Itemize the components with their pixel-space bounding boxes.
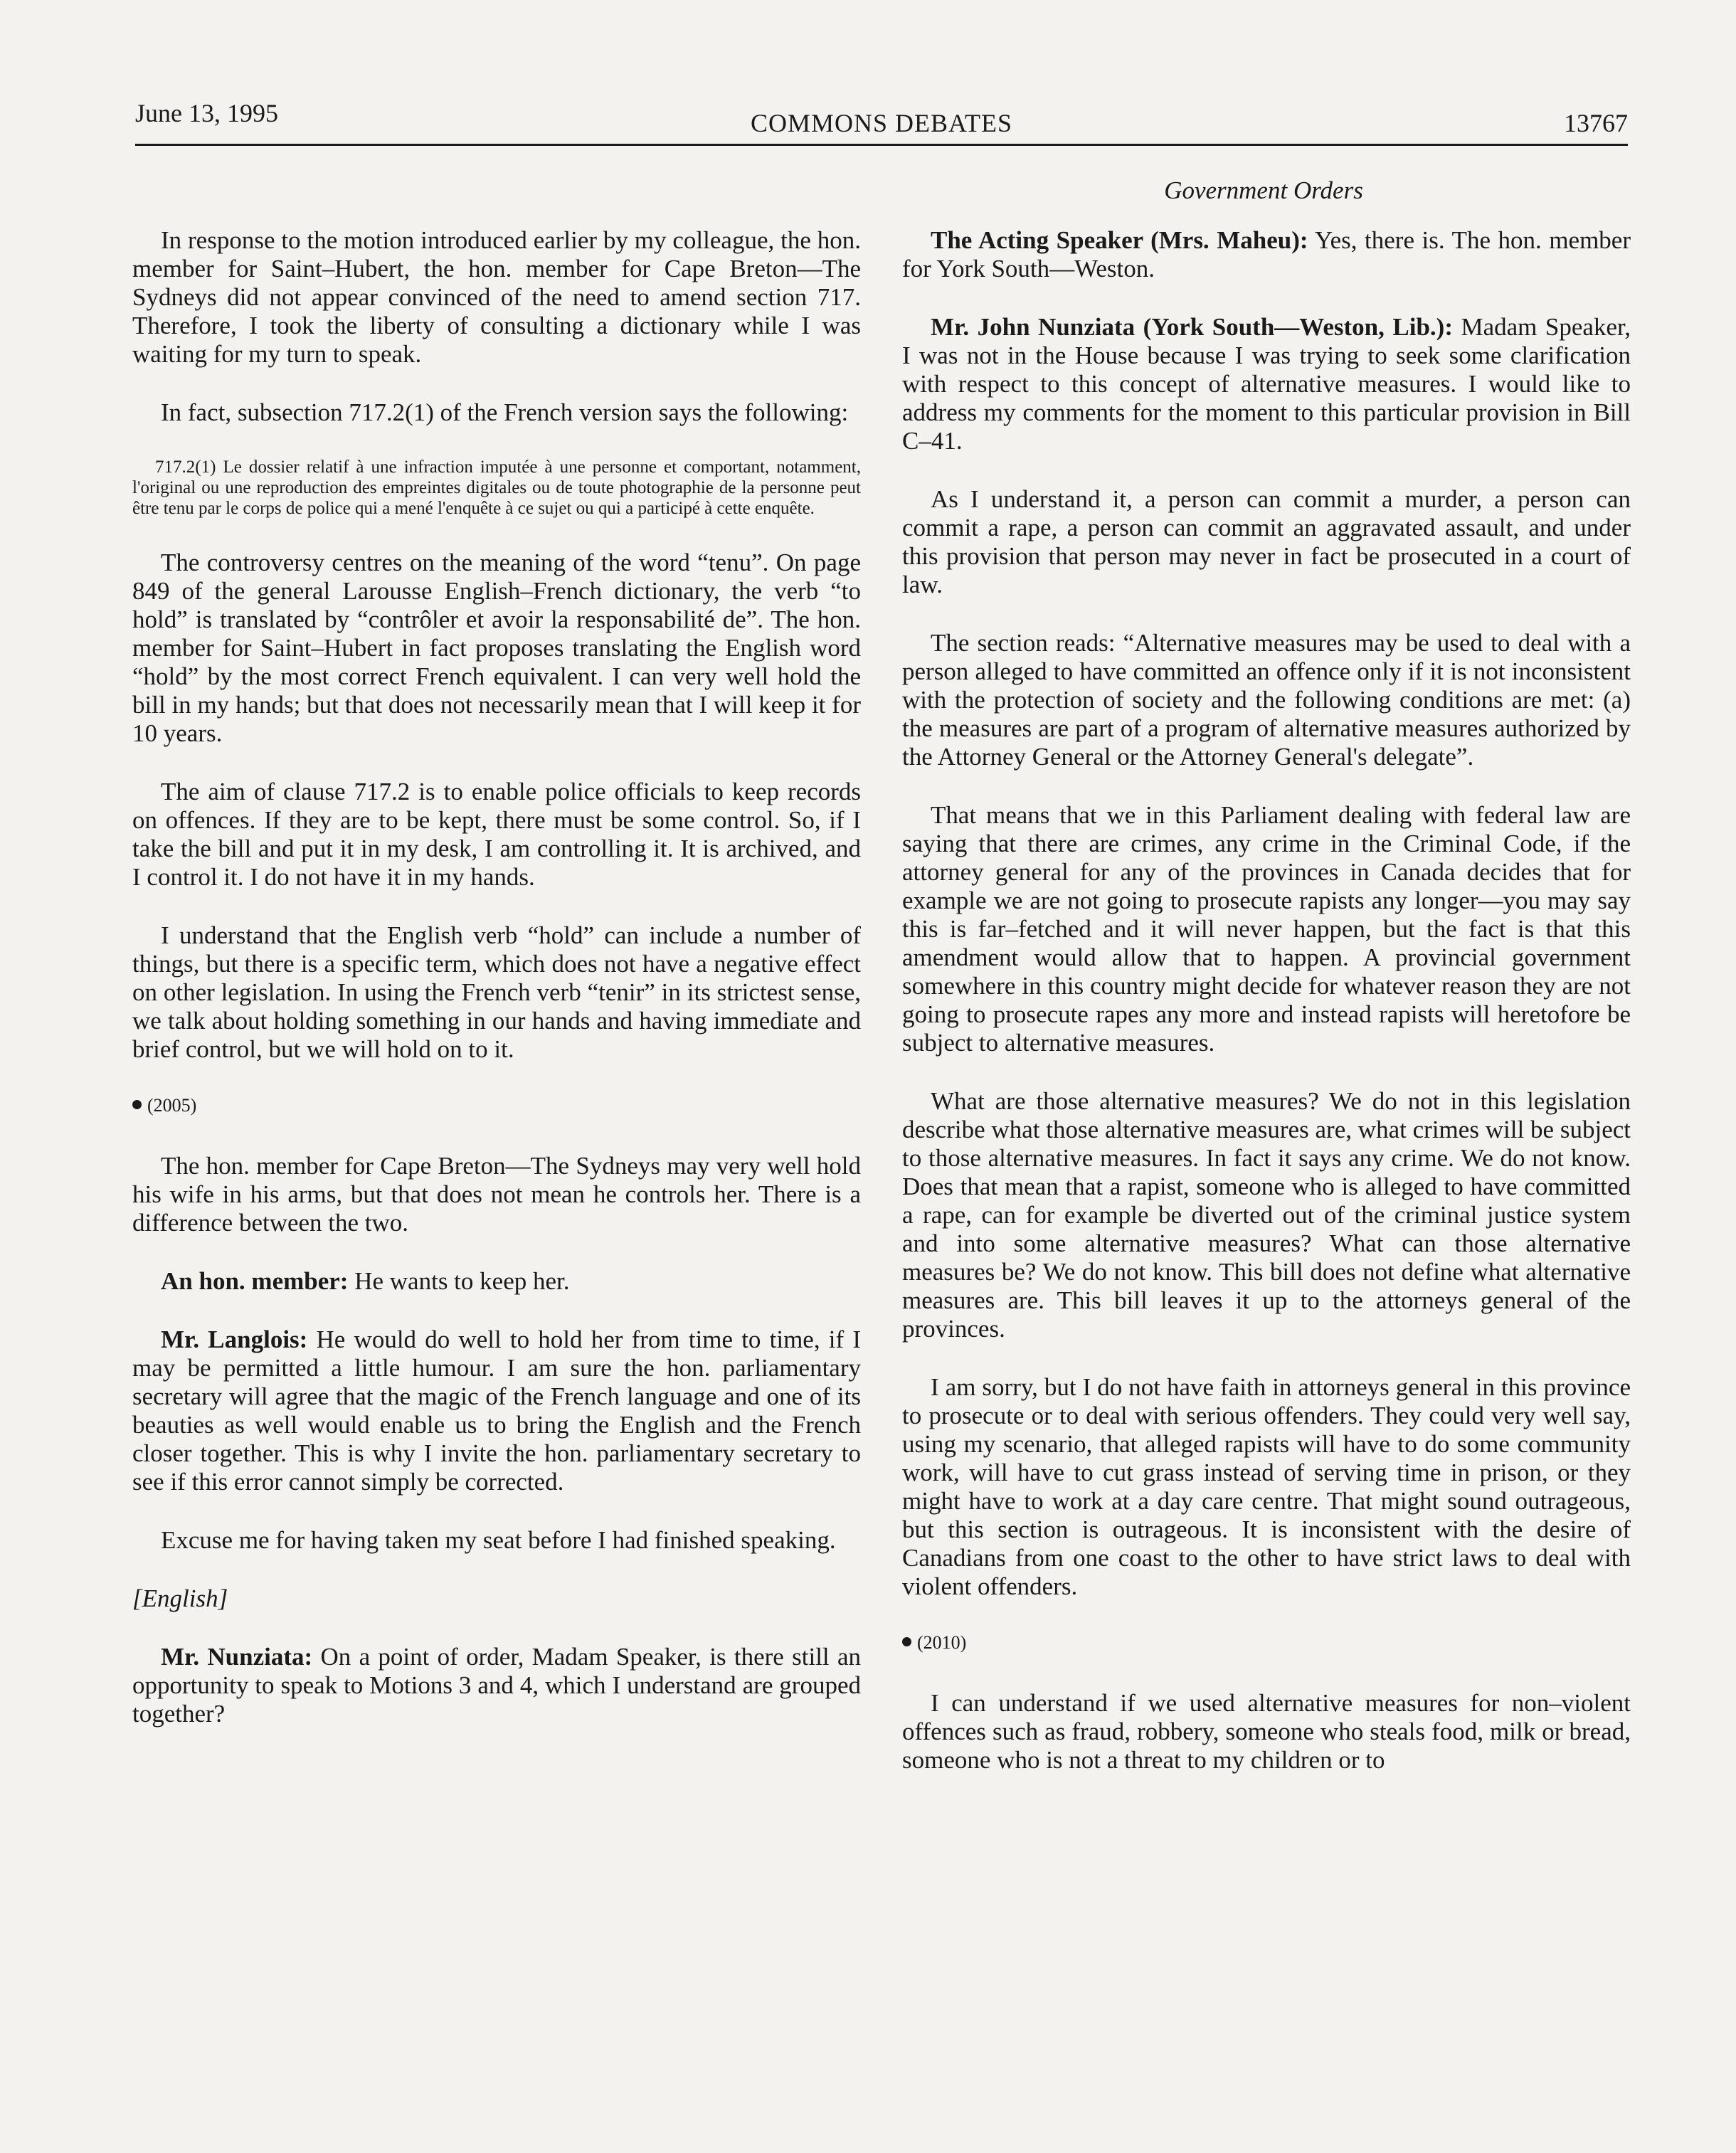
speech-text: Yes, there is. The hon. member for York South—Weston. [902, 226, 1631, 282]
speech-text: He would do well to hold her from time to time, if I may be permitted a little humour. I am sure the hon. parliamentary secretary will agree that the magic of the French language and one of its beauties as well would enable us to bring the English and the French closer together. This is why I invite the hon. parliamentary secretary to see if this error cannot simply be corrected. [132, 1326, 862, 1496]
header-rule [135, 144, 1628, 146]
speaker-name: Mr. Langlois: [161, 1326, 308, 1353]
left-column [132, 226, 861, 1758]
paragraph: The hon. member for Cape Breton—The Sydneys may very well hold his wife in his arms, but that does not mean he controls her. There is a difference between the two. [132, 1152, 861, 1237]
header-page-number: 13767 [1564, 109, 1628, 137]
paragraph: In response to the motion introduced earlier by my colleague, the hon. member for Saint–Hubert, the hon. member for Cape Breton—The Sydneys did not appear convinced of the need to amend section 717. Therefore, I took the liberty of consulting a dictionary while I was waiting for my turn to speak. [132, 226, 861, 368]
paragraph: The section reads: “Alternative measures may be used to deal with a person alleged to have committed an offence only if it is not inconsistent with the protection of society and the following conditions are met: (a) the measures are part of a program of alternative measures authorized by the Attorney General or the Attorney General's delegate”. [902, 629, 1631, 771]
speaker-name: Mr. Nunziata: [161, 1643, 313, 1671]
bullet-icon [132, 1100, 142, 1109]
paragraph: I can understand if we used alternative measures for non–violent offences such as fraud, robbery, someone who steals food, milk or bread, someone who is not a threat to my children or to [902, 1689, 1631, 1774]
speech [132, 1267, 861, 1296]
header-date: June 13, 1995 [135, 99, 278, 127]
section-title: Government Orders [1164, 176, 1363, 204]
paragraph: That means that we in this Parliament dealing with federal law are saying that there are crimes, any crime in the Criminal Code, if the attorney general for any of the provinces in Canada decides that for example we are not going to prosecute rapists any longer—you may say this is far–fetched and it will never happen, but the fact is that this amendment would allow that to happen. A provincial government somewhere in this country might decide for whatever reason they are not going to prosecute rapes any more and instead rapists will heretofore be subject to alternative measures. [902, 801, 1631, 1057]
speech [132, 1326, 861, 1496]
speech-text: He wants to keep her. [348, 1267, 570, 1295]
french-quotation: 717.2(1) Le dossier relatif à une infraction imputée à une personne et comportant, notamment, l'original ou une reproduction des empreintes digitales ou de toute photographie de la personne peut être tenu par le corps de police qui a mené l'enquête à ce sujet ou qui a participé à cette enquête. [132, 457, 861, 518]
speaker-name: An hon. member: [161, 1267, 349, 1295]
speech [902, 226, 1631, 283]
speaker-name: Mr. John Nunziata (York South—Weston, Lib.): [931, 313, 1453, 341]
speaker-name: The Acting Speaker (Mrs. Maheu): [931, 226, 1308, 254]
paragraph: What are those alternative measures? We do not in this legislation describe what those alternative measures are, what crimes will be subject to those alternative measures. In fact it says any crime. We do not know. Does that mean that a rapist, someone who is alleged to have committed a rape, can for example be diverted out of the criminal justice system and into some alternative measures? What can those alternative measures be? We do not know. This bill does not define what alternative measures are. This bill leaves it up to the attorneys general of the provinces. [902, 1087, 1631, 1343]
bullet-icon [902, 1637, 911, 1646]
paragraph: As I understand it, a person can commit a murder, a person can commit a rape, a person can commit an aggravated assault, and under this provision that person may never in fact be prosecuted in a court of law. [902, 485, 1631, 598]
speech [902, 313, 1631, 455]
paragraph: I understand that the English verb “hold” can include a number of things, but there is a specific term, which does not have a negative effect on other legislation. In using the French verb “tenir” in its strictest sense, we talk about holding something in our hands and having immediate and brief control, but we will hold on to it. [132, 921, 861, 1063]
header-journal-title: COMMONS DEBATES [750, 109, 1013, 137]
timestamp-marker [132, 1094, 861, 1118]
speech-text: On a point of order, Madam Speaker, is there still an opportunity to speak to Motions 3 and 4, which I understand are grouped together? [132, 1643, 861, 1728]
paragraph: The controversy centres on the meaning of the word “tenu”. On page 849 of the general Larousse English–French dictionary, the verb “to hold” is translated by “contrôler et avoir la responsabilité de”. The hon. member for Saint–Hubert in fact proposes translating the English word “hold” by the most correct French equivalent. I can very well hold the bill in my hands; but that does not necessarily mean that I will keep it for 10 years. [132, 549, 861, 747]
speech-text: Madam Speaker, I was not in the House because I was trying to seek some clarification with respect to this concept of alternative measures. I would like to address my comments for the moment to this particular provision in Bill C–41. [902, 313, 1631, 455]
paragraph: The aim of clause 717.2 is to enable police officials to keep records on offences. If they are to be kept, there must be some control. So, if I take the bill and put it in my desk, I am controlling it. It is archived, and I control it. I do not have it in my hands. [132, 778, 861, 891]
page-header [135, 98, 1628, 139]
speech [132, 1643, 861, 1728]
timestamp-text: (2010) [917, 1632, 967, 1653]
timestamp-text: (2005) [147, 1095, 197, 1116]
paragraph: In fact, subsection 717.2(1) of the French version says the following: [161, 398, 849, 426]
language-marker: [English] [132, 1585, 228, 1612]
timestamp-marker [902, 1631, 1631, 1655]
paragraph: I am sorry, but I do not have faith in attorneys general in this province to prosecute or to deal with serious offenders. They could very well say, using my scenario, that alleged rapists will have to do some community work, will have to cut grass instead of serving time in prison, or they might have to work at a day care centre. That might sound outrageous, but this section is outrageous. It is inconsistent with the desire of Canadians from one coast to the other to have strict laws to deal with violent offenders. [902, 1373, 1631, 1600]
paragraph: Excuse me for having taken my seat before I had finished speaking. [161, 1526, 836, 1554]
right-column [902, 226, 1631, 1804]
